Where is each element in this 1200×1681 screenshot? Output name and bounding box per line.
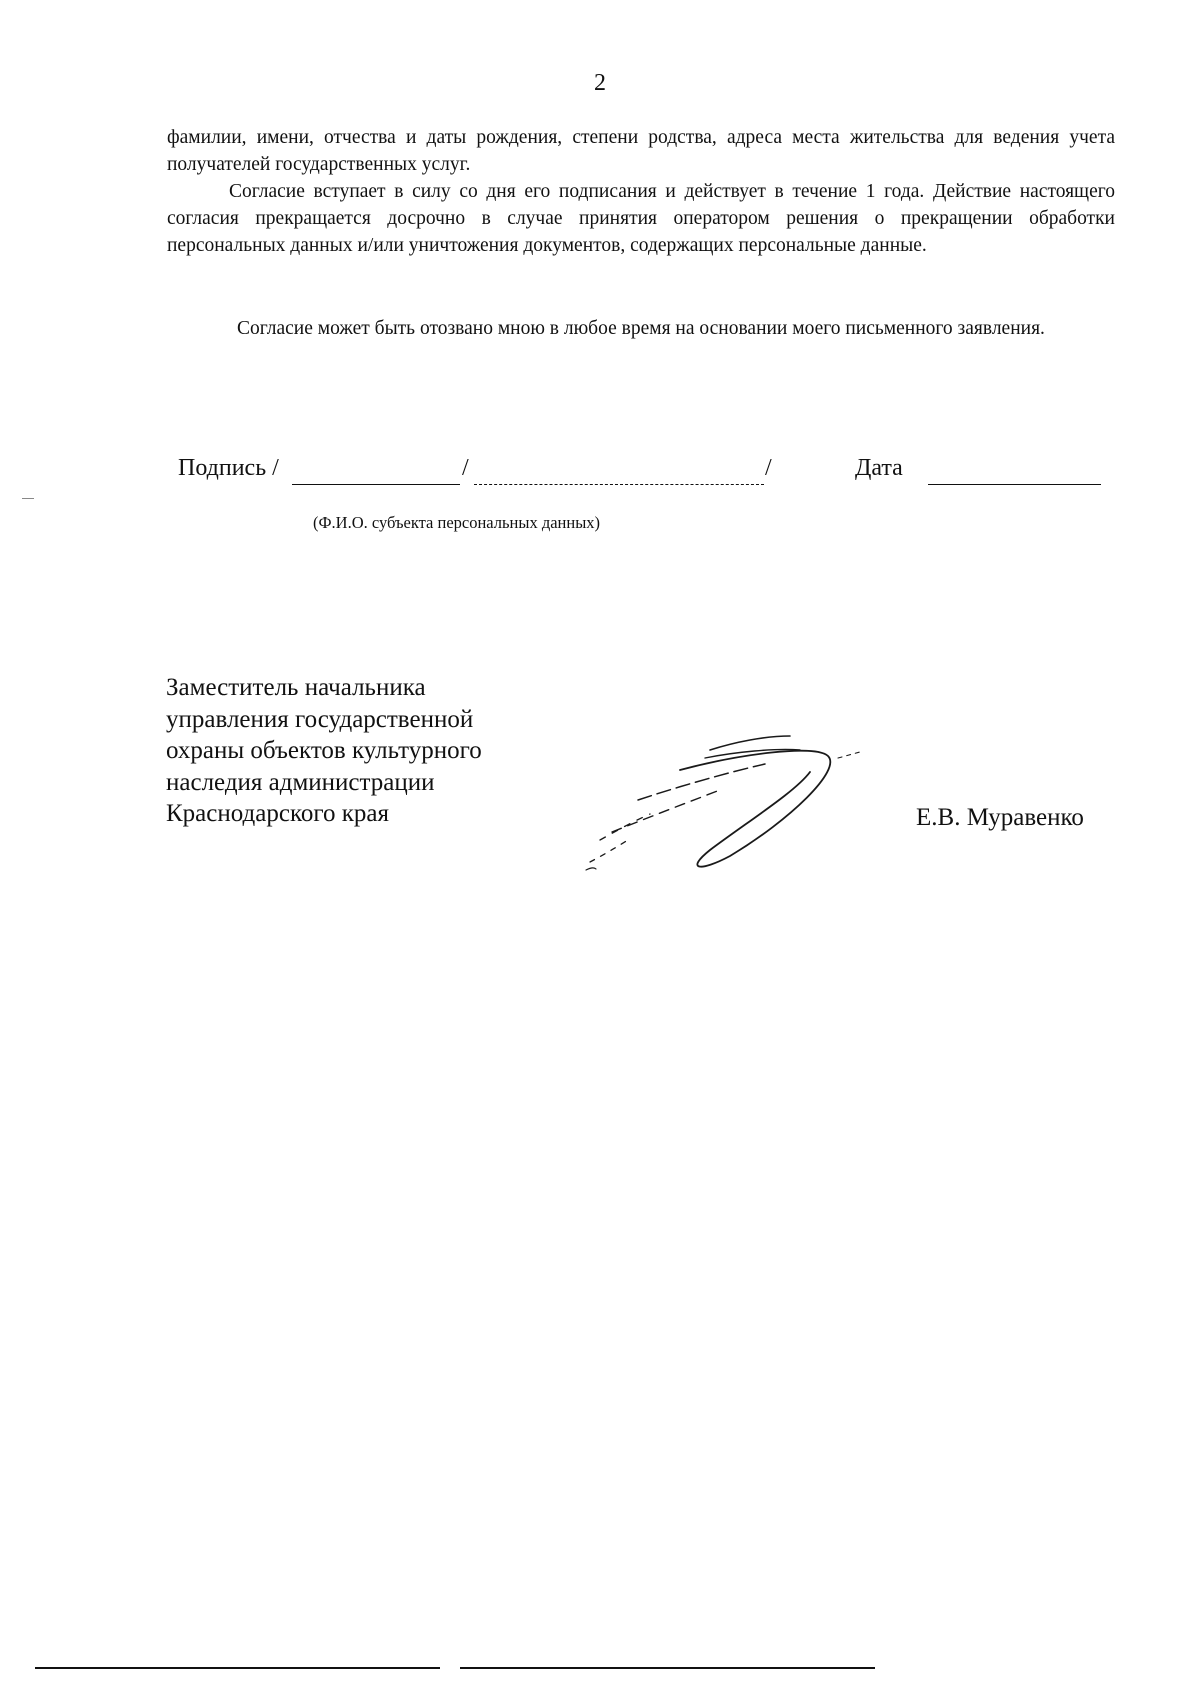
signature-form-row <box>0 455 1200 495</box>
page-number: 2 <box>594 70 606 96</box>
date-label: Дата <box>855 455 903 481</box>
position-line: управления государственной <box>166 705 474 733</box>
signature-label: Подпись / <box>178 455 279 481</box>
position-line: Краснодарского края <box>166 800 389 827</box>
signer-name: Е.В. Муравенко <box>916 804 1084 831</box>
date-blank-line <box>928 484 1101 485</box>
paragraph-personal-data-list: фамилии, имени, отчества и даты рождения, степени родства, адреса места жительства для ведения учета получателей государственных услуг. <box>167 127 1115 175</box>
footer-rule-gap <box>440 1663 460 1671</box>
position-line: охраны объектов культурного <box>166 737 482 764</box>
signatory-position <box>166 672 482 830</box>
fio-blank-line <box>474 484 764 485</box>
paragraph-consent-validity: Согласие вступает в силу со дня его подписания и действует в течение 1 года. Действие настоящего согласия прекращается досрочно в случае принятия оператором решения о прекращении обработки персональных данных и/или уничтожения документов, содержащих персональные данные. <box>167 181 1115 256</box>
handwritten-signature <box>560 730 900 880</box>
margin-mark <box>22 498 34 499</box>
position-line: наследия администрации <box>166 768 435 796</box>
paragraph-consent-revocation: Согласие может быть отозвано мною в любое время на основании моего письменного заявления. <box>237 318 1045 339</box>
slash-separator: / <box>462 455 469 481</box>
position-line: Заместитель начальника <box>166 674 426 701</box>
fio-caption: (Ф.И.О. субъекта персональных данных) <box>313 513 601 532</box>
signature-blank-line <box>292 484 460 485</box>
slash-separator: / <box>765 455 772 481</box>
